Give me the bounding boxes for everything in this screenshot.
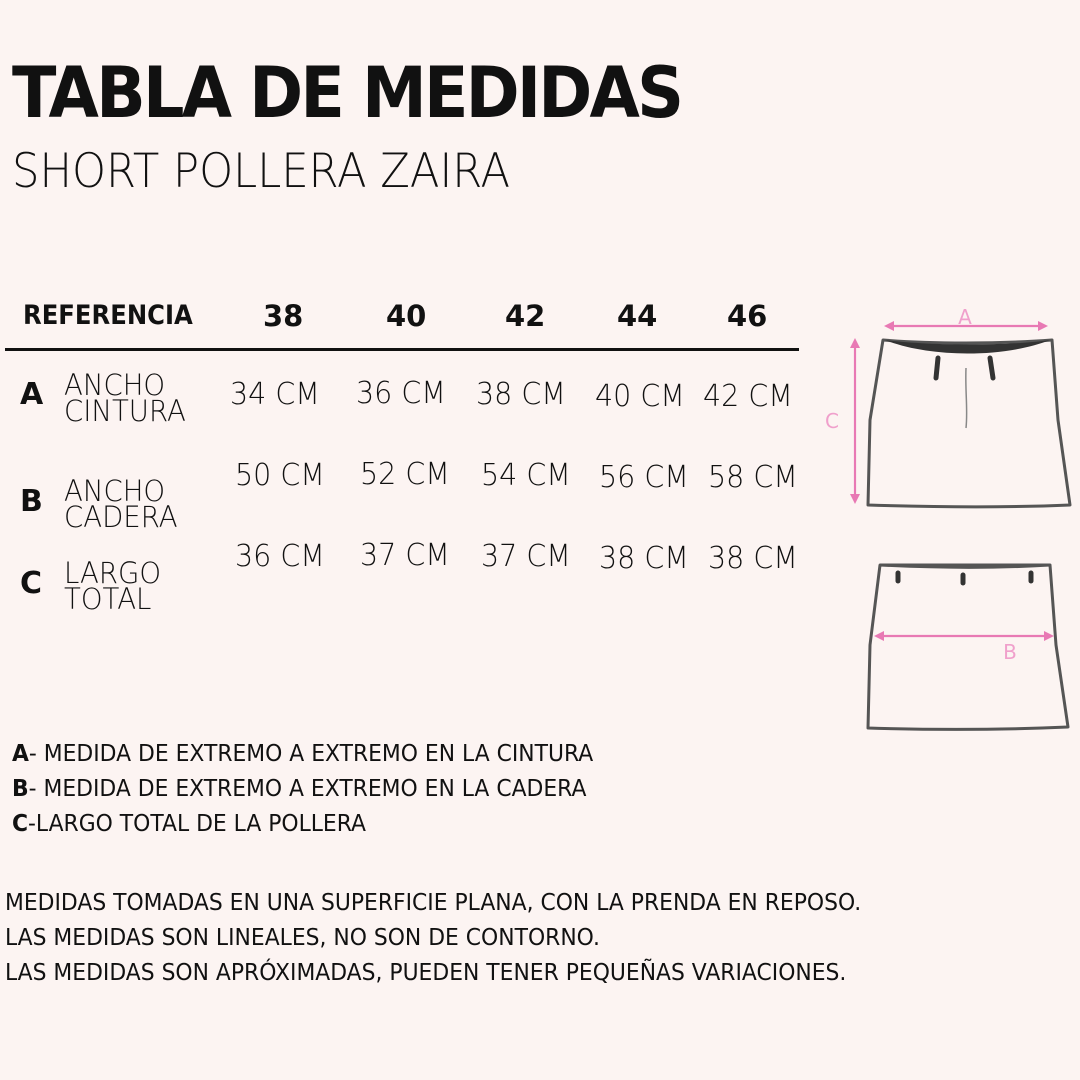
note-b-text: - MEDIDA DE EXTREMO A EXTREMO EN LA CADERA: [28, 776, 587, 802]
row-c-label-line1: LARGO: [64, 556, 162, 590]
skirt-back-diagram: [860, 555, 1080, 740]
row-b-value: 52 CM: [360, 457, 450, 492]
hip-arrow: [874, 631, 1054, 641]
size-header-44: 44: [617, 299, 658, 333]
footer-line-1: MEDIDAS TOMADAS EN UNA SUPERFICIE PLANA, CON LA PRENDA EN REPOSO.: [5, 890, 862, 916]
note-c-text: -LARGO TOTAL DE LA POLLERA: [28, 811, 366, 837]
row-a-value: 34 CM: [230, 377, 320, 412]
row-a-letter: A: [20, 377, 44, 412]
row-c-value: 37 CM: [360, 538, 450, 573]
size-header-42: 42: [505, 299, 546, 333]
note-c-key: C: [12, 811, 29, 837]
size-header-38: 38: [263, 299, 304, 333]
page-subtitle: SHORT POLLERA ZAIRA: [12, 144, 511, 199]
skirt-front-diagram: [820, 300, 1080, 520]
row-a-label: [64, 368, 186, 428]
note-a-key: A: [12, 741, 29, 767]
note-b: [12, 778, 586, 801]
footer-line-2: LAS MEDIDAS SON LINEALES, NO SON DE CONTORNO.: [5, 925, 600, 951]
row-b-label-line1: ANCHO: [64, 474, 166, 508]
row-a-label-line1: ANCHO: [64, 368, 166, 402]
note-c: [12, 813, 366, 836]
page-title: TABLA DE MEDIDAS: [12, 52, 682, 134]
label-c: C: [825, 409, 839, 433]
row-c-value: 38 CM: [708, 541, 798, 576]
row-c-value: 38 CM: [599, 541, 689, 576]
label-b: B: [1003, 640, 1017, 664]
row-c-letter: C: [20, 566, 43, 601]
length-arrow: [850, 338, 860, 504]
row-b-value: 54 CM: [481, 458, 571, 493]
row-b-value: 56 CM: [599, 460, 689, 495]
row-c-label-line2: TOTAL: [64, 582, 152, 616]
header-divider: [5, 348, 799, 351]
row-b-letter: B: [20, 484, 43, 519]
row-c-value: 36 CM: [235, 539, 325, 574]
row-a-value: 40 CM: [595, 379, 685, 414]
reference-header: REFERENCIA: [23, 300, 193, 331]
footer-line-3: LAS MEDIDAS SON APRÓXIMADAS, PUEDEN TENER PEQUEÑAS VARIACIONES.: [5, 960, 847, 986]
row-b-value: 50 CM: [235, 458, 325, 493]
note-a-text: - MEDIDA DE EXTREMO A EXTREMO EN LA CINTURA: [28, 741, 594, 767]
row-a-value: 42 CM: [703, 379, 793, 414]
size-header-46: 46: [727, 299, 768, 333]
row-c-label: [64, 556, 162, 616]
label-a: A: [958, 305, 972, 329]
note-b-key: B: [12, 776, 29, 802]
row-c-value: 37 CM: [481, 539, 571, 574]
row-b-label-line2: CADERA: [64, 500, 178, 534]
row-a-value: 36 CM: [356, 376, 446, 411]
row-a-value: 38 CM: [476, 377, 566, 412]
row-b-value: 58 CM: [708, 460, 798, 495]
note-a: [12, 743, 593, 766]
row-a-label-line2: CINTURA: [64, 394, 186, 428]
size-header-40: 40: [386, 299, 427, 333]
row-b-label: [64, 474, 178, 534]
